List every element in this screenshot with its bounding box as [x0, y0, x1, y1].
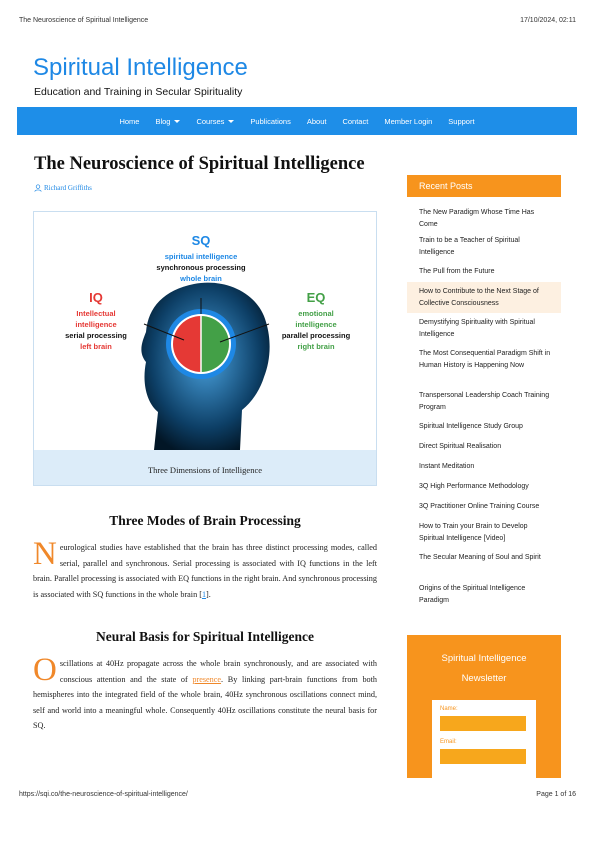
eq-line1: emotional	[298, 309, 334, 318]
nav-item-home[interactable]	[111, 107, 147, 135]
recent-post-link[interactable]: Demystifying Spirituality with Spiritual Intelligence	[419, 319, 535, 338]
print-header	[19, 17, 576, 27]
eq-title: EQ	[306, 290, 326, 305]
paragraph-text-end: . By linking part-brain functions from both hemispheres into the integrated field of the whole brain, 40Hz synchronous oscillations connect mind, self and world into a meaningful whole. Consequently 40Hz oscillations constitute the neural basis for SQ.	[33, 674, 377, 730]
email-field[interactable]	[440, 749, 526, 764]
newsletter-widget	[407, 635, 561, 778]
nav-item-label: Home	[119, 116, 140, 126]
author-byline[interactable]	[34, 184, 92, 192]
nav-item-publications[interactable]	[242, 107, 298, 135]
recent-post-link[interactable]: Origins of the Spiritual Intelligence Paradigm	[419, 585, 526, 604]
caret-down-icon	[174, 120, 180, 123]
recent-post-link[interactable]: 3Q Practitioner Online Training Course	[419, 503, 540, 510]
recent-post-link[interactable]: How to Contribute to the Next Stage of Collective Consciousness	[407, 282, 561, 313]
sq-line1: spiritual intelligence	[164, 252, 238, 261]
nav-item-courses[interactable]	[188, 107, 242, 135]
print-footer	[19, 791, 576, 801]
recent-post-link[interactable]: The Secular Meaning of Soul and Spirit	[419, 554, 541, 561]
nav-item-label: Blog	[155, 116, 171, 126]
nav-item-contact[interactable]	[334, 107, 376, 135]
nav-items	[17, 107, 577, 135]
newsletter-title	[407, 649, 561, 689]
sq-line2: synchronous processing	[156, 263, 246, 272]
paragraph-text: scillations at 40Hz propagate across the whole brain synchronously, and are associated with conscious attention and the state of	[59, 659, 377, 684]
eq-line2: intelligence	[295, 320, 337, 329]
site-title[interactable]: Spiritual Intelligence	[33, 54, 248, 81]
section-paragraph-neural-basis	[33, 652, 377, 734]
dropcap: O	[33, 652, 57, 688]
recent-post-link[interactable]: 3Q High Performance Methodology	[419, 483, 529, 490]
eq-line4: right brain	[297, 342, 335, 351]
name-label: Name:	[440, 706, 458, 712]
brain-illustration	[34, 212, 376, 450]
sq-line3: whole brain	[180, 274, 222, 283]
sq-title: SQ	[191, 233, 211, 248]
reference-link[interactable]: 1	[201, 589, 207, 599]
paragraph-text: eurological studies have established that the brain has three distinct processing modes, called serial, parallel and synchronous. Serial processing is associated with IQ functions in the left brain. Parallel processing is associated with EQ functions in the right brain. And synchronous processing is associated with SQ functions in the whole brain [	[33, 543, 377, 599]
caret-down-icon	[228, 120, 234, 123]
nav-item-label: Courses	[196, 116, 225, 126]
main-navigation	[17, 107, 577, 135]
iq-title: IQ	[89, 290, 103, 305]
paragraph-text-end: ].	[206, 589, 211, 599]
figure-caption: Three Dimensions of Intelligence	[147, 465, 262, 475]
author-name[interactable]: Richard Griffiths	[44, 184, 92, 192]
newsletter-title-line1: Spiritual Intelligence	[441, 653, 527, 664]
section-heading-neural-basis: Neural Basis for Spiritual Intelligence	[96, 629, 314, 644]
recent-posts-list	[407, 197, 561, 604]
nav-item-blog[interactable]	[147, 107, 188, 135]
name-field[interactable]	[440, 716, 526, 731]
print-header-datetime: 17/10/2024, 02:11	[520, 17, 576, 24]
iq-line1: Intellectual	[76, 309, 116, 318]
recent-post-link[interactable]: The Most Consequential Paradigm Shift in Human History is Happening Now	[419, 350, 551, 369]
nav-item-label: Support	[448, 116, 475, 126]
nav-item-label: Publications	[250, 116, 291, 126]
nav-item-member-login[interactable]	[376, 107, 440, 135]
recent-post-link[interactable]: Train to be a Teacher of Spiritual Intelligence	[419, 237, 520, 256]
nav-item-label: Contact	[342, 116, 369, 126]
section-paragraph-brain-processing	[33, 536, 377, 602]
email-label: Email:	[440, 739, 457, 745]
recent-post-link[interactable]: Instant Meditation	[419, 463, 475, 470]
print-footer-page: Page 1 of 16	[536, 791, 576, 798]
recent-posts-heading: Recent Posts	[407, 175, 561, 197]
print-footer-url: https://sqi.co/the-neuroscience-of-spiritual-intelligence/	[19, 791, 188, 798]
nav-item-label: About	[306, 116, 327, 126]
iq-line4: left brain	[80, 342, 112, 351]
nav-item-label: Member Login	[384, 116, 433, 126]
iq-line2: intelligence	[75, 320, 117, 329]
newsletter-form	[432, 700, 536, 778]
recent-post-link[interactable]: Transpersonal Leadership Coach Training Program	[419, 392, 550, 411]
nav-item-support[interactable]	[440, 107, 482, 135]
three-dimensions-diagram	[34, 212, 376, 450]
section-heading-brain-processing: Three Modes of Brain Processing	[109, 513, 301, 528]
recent-post-link[interactable]: Spiritual Intelligence Study Group	[419, 423, 523, 430]
recent-post-link[interactable]: The New Paradigm Whose Time Has Come	[419, 209, 535, 228]
site-tagline: Education and Training in Secular Spirituality	[34, 86, 243, 98]
sidebar	[407, 175, 561, 604]
presence-link[interactable]: presence	[192, 674, 222, 684]
recent-post-link[interactable]: The Pull from the Future	[419, 268, 495, 275]
recent-post-link[interactable]: Direct Spiritual Realisation	[419, 443, 502, 450]
nav-item-about[interactable]	[299, 107, 335, 135]
dropcap: N	[33, 536, 57, 572]
article-title: The Neuroscience of Spiritual Intelligence	[34, 154, 365, 174]
article-figure	[33, 211, 377, 486]
user-icon	[34, 184, 42, 192]
eq-line3: parallel processing	[281, 331, 351, 340]
print-header-title: The Neuroscience of Spiritual Intelligence	[19, 17, 149, 24]
iq-line3: serial processing	[65, 331, 127, 340]
recent-post-link[interactable]: How to Train your Brain to Develop Spiritual Intelligence [Video]	[419, 523, 528, 542]
newsletter-title-line2: Newsletter	[461, 673, 507, 684]
